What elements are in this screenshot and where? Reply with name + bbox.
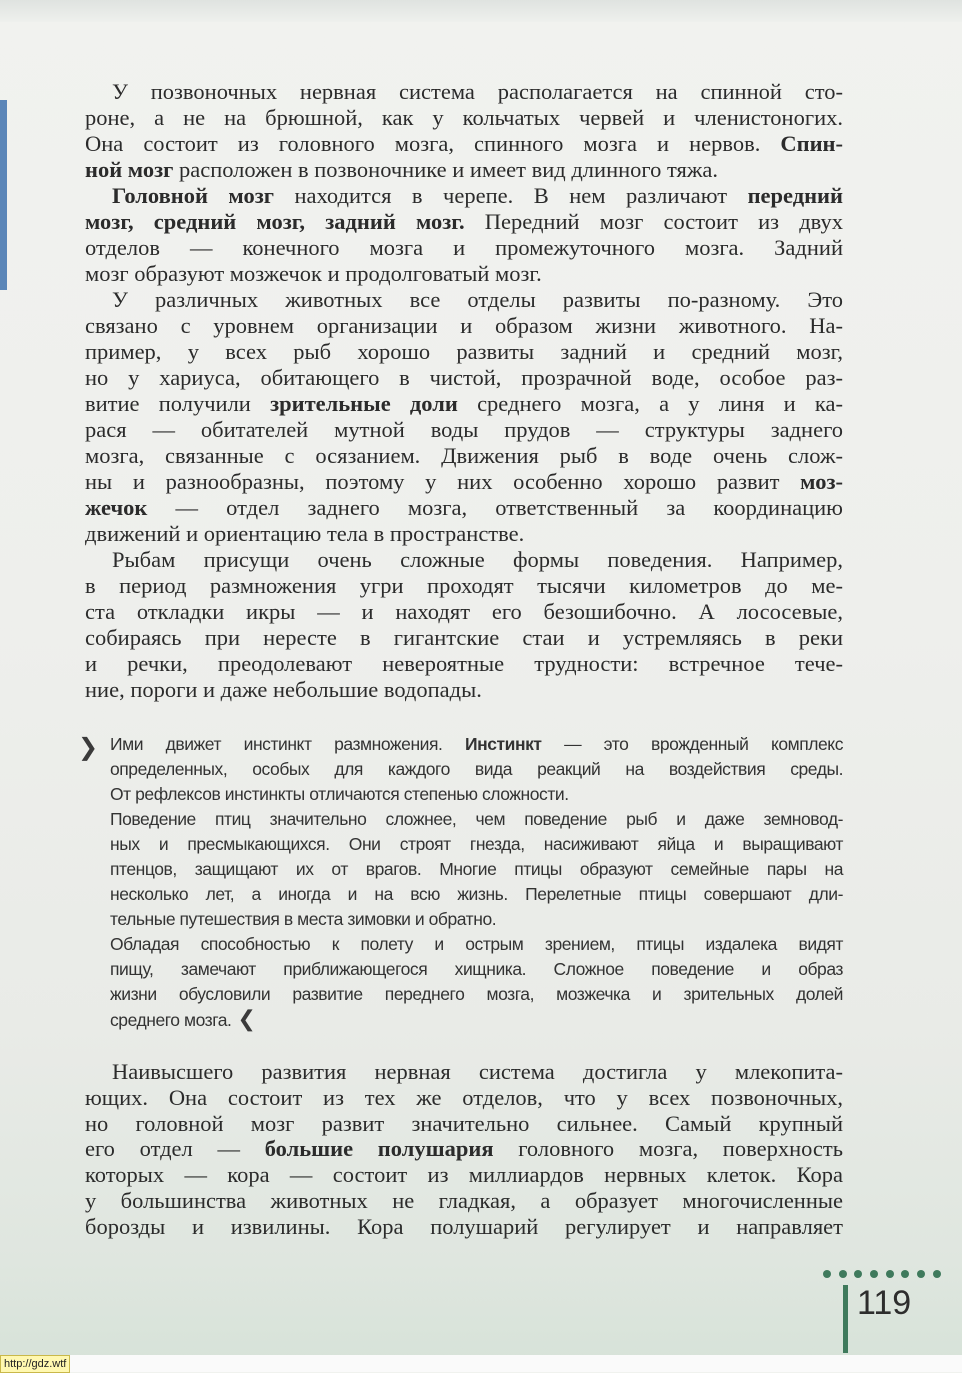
text-line bbox=[85, 313, 843, 339]
text-line bbox=[85, 391, 843, 417]
text-line bbox=[85, 79, 843, 105]
text-line bbox=[85, 1111, 843, 1137]
text-line bbox=[85, 105, 843, 131]
text-run: и речки, преодолевают невероятные трудности: встречное тече- bbox=[85, 651, 843, 676]
text-run: среднего мозга, а у линя и ка- bbox=[457, 391, 843, 416]
text-line bbox=[110, 857, 843, 882]
left-blue-margin-strip bbox=[0, 100, 7, 290]
text-line bbox=[85, 495, 843, 521]
text-line bbox=[85, 417, 843, 443]
text-line bbox=[85, 1162, 843, 1188]
text-run: его отдел — bbox=[85, 1136, 265, 1162]
text-run: но у хариуса, обитающего в чистой, прозрачной воде, особое раз- bbox=[85, 365, 843, 390]
bold-term: Инстинкт bbox=[465, 734, 542, 754]
text-run: головного мозга, поверхность bbox=[493, 1136, 843, 1162]
page-number-bar bbox=[843, 1285, 848, 1353]
text-run: Поведение птиц значительно сложнее, чем поведение рыб и даже земновод- bbox=[110, 809, 843, 829]
chevron-left-icon: ❮ bbox=[237, 1007, 256, 1032]
footer-link[interactable]: http://gdz.wtf bbox=[0, 1355, 70, 1373]
text-run: у большинства животных не гладкая, а образует многочисленные bbox=[85, 1187, 843, 1213]
top-page-edge bbox=[0, 0, 962, 22]
text-line bbox=[110, 782, 843, 807]
text-run: ние, пороги и даже небольшие водопады. bbox=[85, 677, 482, 702]
page-number: 119 bbox=[857, 1284, 912, 1322]
text-run: ны и разнообразны, поэтому у них особенно хорошо развит bbox=[85, 469, 801, 494]
text-line bbox=[110, 932, 843, 957]
bold-term: Головной мозг bbox=[112, 183, 274, 208]
text-line bbox=[85, 1085, 843, 1111]
text-run: среднего мозга. bbox=[110, 1010, 232, 1030]
text-run: Обладая способностью к полету и острым зрением, птицы издалека видят bbox=[110, 934, 843, 954]
text-run: роне, а не на брюшной, как у кольчатых червей и членистоногих. bbox=[85, 105, 843, 130]
sidebar-note-birds bbox=[110, 732, 843, 1032]
text-run: ных и пресмыкающихся. Они строят гнезда, насиживают яйца и выращивают bbox=[110, 834, 843, 854]
text-run: пищу, замечают приближающегося хищника. Сложное поведение и образ bbox=[110, 959, 843, 979]
text-run: пример, у всех рыб хорошо развиты задний и средний мозг, bbox=[85, 339, 843, 364]
text-line bbox=[85, 547, 843, 573]
text-run: но головной мозг развит значительно сильнее. Самый крупный bbox=[85, 1110, 843, 1136]
bold-term: жечок bbox=[85, 495, 148, 520]
text-run: определенных, особых для каждого вида реакций на воздействия среды. bbox=[110, 759, 843, 779]
text-line bbox=[110, 757, 843, 782]
text-line bbox=[85, 1214, 843, 1240]
text-line bbox=[85, 131, 843, 157]
text-run: — отдел заднего мозга, ответственный за координацию bbox=[147, 495, 843, 520]
text-run: мозг образуют мозжечок и продолговатый мозг. bbox=[85, 261, 542, 286]
text-line bbox=[85, 443, 843, 469]
text-line bbox=[85, 339, 843, 365]
text-line bbox=[110, 957, 843, 982]
text-line bbox=[110, 982, 843, 1007]
text-run: Ими движет инстинкт размножения. bbox=[110, 734, 465, 754]
bold-term: моз- bbox=[800, 469, 843, 494]
text-line bbox=[85, 365, 843, 391]
text-run: борозды и извилины. Кора полушарий регулирует и направляет bbox=[85, 1213, 843, 1239]
text-line bbox=[85, 651, 843, 677]
text-run: рася — обитателей мутной воды прудов — структуры заднего bbox=[85, 417, 843, 442]
text-line bbox=[85, 677, 843, 703]
bold-term: большие полушария bbox=[264, 1136, 494, 1162]
chevron-right-icon: ❯ bbox=[78, 733, 99, 761]
bold-term: зрительные доли bbox=[270, 391, 458, 416]
text-line bbox=[85, 599, 843, 625]
text-run: ста откладки икры — и находят его безошибочно. А лососевые, bbox=[85, 599, 843, 624]
bold-term: ной мозг bbox=[85, 157, 174, 182]
text-run: У различных животных все отделы развиты по-разному. Это bbox=[112, 287, 843, 312]
text-line bbox=[85, 235, 843, 261]
text-run: ющих. Она состоит из тех же отделов, что у всех позвоночных, bbox=[85, 1084, 843, 1110]
text-run: находится в черепе. В нем различают bbox=[273, 183, 748, 208]
main-text-top bbox=[85, 79, 843, 703]
text-run: расположен в позвоночнике и имеет вид длинного тяжа. bbox=[173, 157, 718, 182]
text-run: собираясь при нересте в гигантские стаи и устремляясь в реки bbox=[85, 625, 843, 650]
text-run: витие получили bbox=[85, 391, 271, 416]
bold-term: мозг, средний мозг, задний мозг. bbox=[85, 209, 465, 234]
text-run: жизни обусловили развитие переднего мозга, мозжечка и зрительных долей bbox=[110, 984, 843, 1004]
text-run: мозга, связанные с осязанием. Движения рыб в воде очень слож- bbox=[85, 443, 843, 468]
text-line bbox=[110, 1007, 843, 1032]
text-line bbox=[85, 625, 843, 651]
bottom-page-edge bbox=[0, 1355, 962, 1372]
text-line bbox=[110, 807, 843, 832]
text-line bbox=[85, 287, 843, 313]
text-run: Рыбам присущи очень сложные формы поведения. Например, bbox=[112, 547, 843, 572]
text-run: птенцов, защищают их от врагов. Многие птицы образуют семейные пары на bbox=[110, 859, 843, 879]
text-run: Она состоит из головного мозга, спинного мозга и нервов. bbox=[85, 131, 781, 156]
text-run: связано с уровнем организации и образом жизни животного. На- bbox=[85, 313, 843, 338]
text-run: У позвоночных нервная система располагается на спинной сто- bbox=[112, 79, 843, 104]
text-run: — это врожденный комплекс bbox=[541, 734, 843, 754]
text-line bbox=[85, 573, 843, 599]
text-line bbox=[85, 1188, 843, 1214]
text-run: отделов — конечного мозга и промежуточного мозга. Задний bbox=[85, 235, 843, 260]
text-line bbox=[110, 832, 843, 857]
text-run: Передний мозг состоит из двух bbox=[464, 209, 844, 234]
decorative-dots bbox=[823, 1270, 941, 1278]
main-text-bottom bbox=[85, 1059, 843, 1240]
text-line bbox=[110, 907, 843, 932]
text-run: движений и ориентацию тела в пространстве. bbox=[85, 521, 525, 546]
text-line bbox=[85, 1136, 843, 1162]
text-line bbox=[110, 732, 843, 757]
text-line bbox=[85, 261, 843, 287]
text-run: Наивысшего развития нервная система достигла у млекопита- bbox=[112, 1059, 843, 1084]
text-run: тельные путешествия в места зимовки и обратно. bbox=[110, 909, 497, 929]
text-run: которых — кора — состоит из миллиардов нервных клеток. Кора bbox=[85, 1162, 843, 1188]
text-run: в период размножения угри проходят тысячи километров до ме- bbox=[85, 573, 843, 598]
text-line bbox=[85, 1059, 843, 1085]
text-line bbox=[85, 521, 843, 547]
bold-term: Спин- bbox=[780, 131, 843, 156]
text-run: От рефлексов инстинкты отличаются степенью сложности. bbox=[110, 784, 569, 804]
text-line bbox=[85, 209, 843, 235]
text-run: несколько лет, а иногда и на всю жизнь. Перелетные птицы совершают дли- bbox=[110, 884, 843, 904]
text-line bbox=[85, 157, 843, 183]
bold-term: передний bbox=[747, 183, 843, 208]
text-line bbox=[85, 469, 843, 495]
text-line bbox=[110, 882, 843, 907]
text-line bbox=[85, 183, 843, 209]
